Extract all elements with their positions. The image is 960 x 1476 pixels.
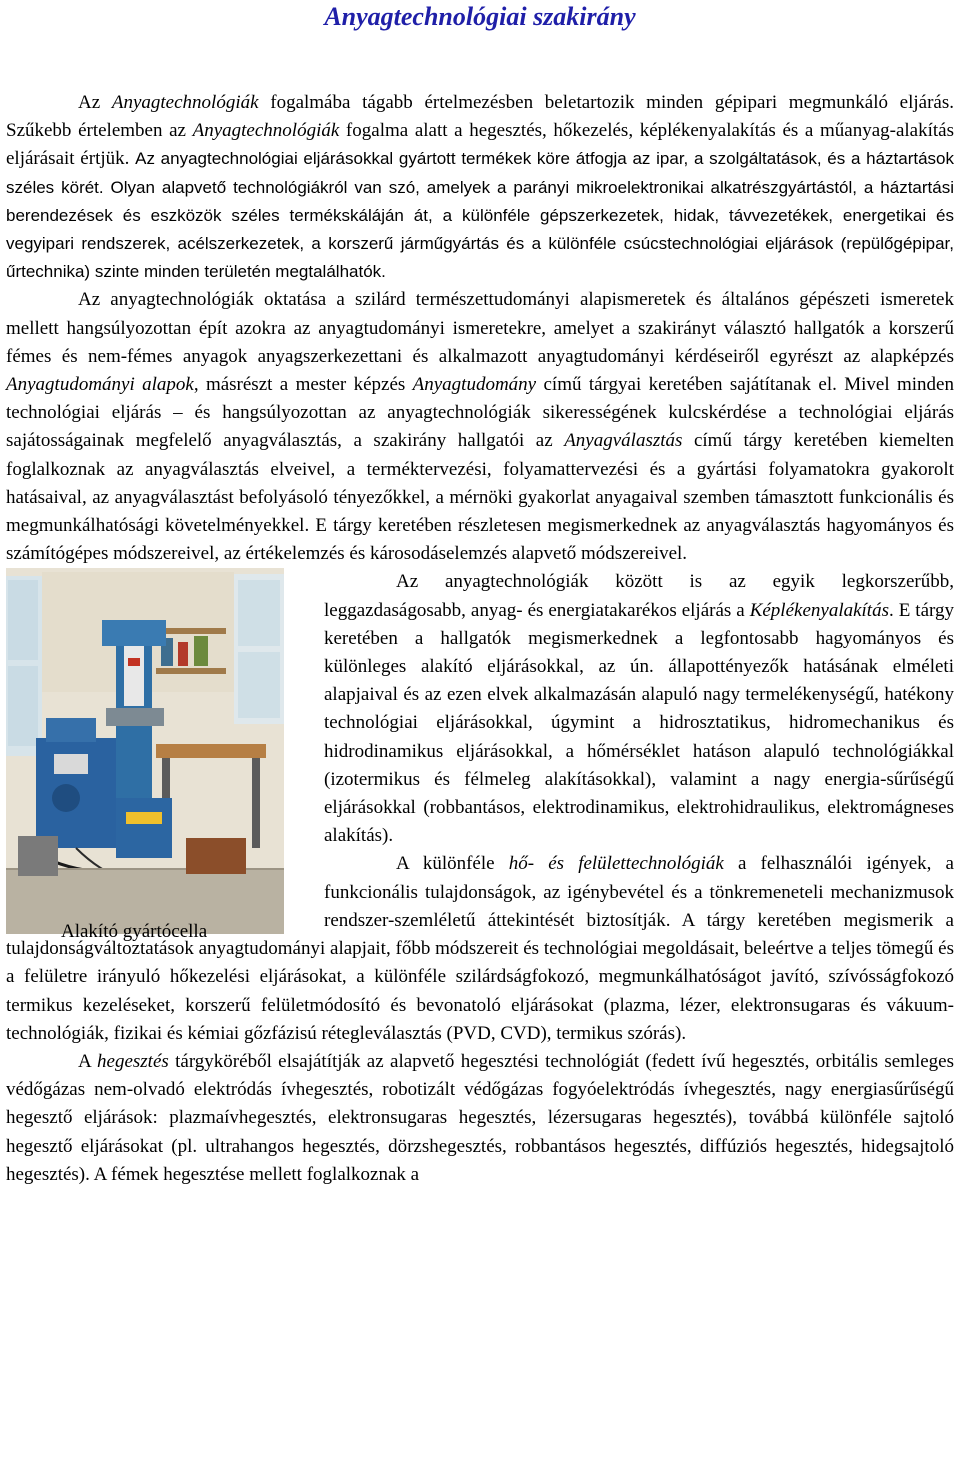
paragraph-welding xyxy=(6,1048,954,1189)
text-span: című tárgy keretében kiemelten foglalkoznak az anyagválasztás elveivel, a terméktervezési, folyamattervezési és a gyártási folyamatokra gyakorolt hatásaival, az anyagválasztást befolyásoló tényezőkkel, a mérnöki gyakorlat anyagaival szemben támasztott funkcionális és megmunkálhatósági követelményekkel. E tárgy keretében részletesen megismerkednek az anyagválasztás hagyományos és számítógépes módszereivel, az értékelemzés és károsodáselemzés alapvető módszereivel. xyxy=(6,430,954,565)
italic-term: Anyagtechnológiák xyxy=(192,120,340,142)
page-title: Anyagtechnológiai szakirány xyxy=(324,2,636,31)
text-span: fogalmába tágabb értelmezésben beletartozik minden gépipari megmunkáló eljárás. Szűkebb értelemben az xyxy=(6,92,955,142)
text-span: Az xyxy=(78,92,112,113)
text-span: fogalma alatt a hegesztés, hőkezelés, képlékenyalakítás és a műanyag-alakítás eljárásait értjük. xyxy=(6,120,954,170)
sans-text-span: Az anyagtechnológiai eljárásokkal gyártott termékek köre átfogja az ipar, a szolgáltatások, és a háztartások széles körét. Olyan alapvető technológiákról van szó, amelyek a parányi mikroelektronikai alkatrészgyártástól, a háztartási berendezések és eszközök széles termékskáláján át, a különféle gépszerkezetek, hidak, távvezetékek, energetikai és vegyipari rendszerek, acélszerkezetek, a korszerű járműgyártás és a különféle csúcstechnológiai eljárások (repülőgépipar, űrtechnika) szinte minden területén megtalálhatók. xyxy=(6,149,955,282)
forming-cell-photo xyxy=(6,568,284,934)
italic-term: Anyagtudomány xyxy=(412,374,537,396)
text-span: Az anyagtechnológiák között is az egyik legkorszerűbb, leggazdaságosabb, anyag- és energiatakarékos eljárás a xyxy=(324,571,954,621)
text-span: tárgyköréből elsajátítják az alapvető hegesztési technológiát (fedett ívű hegesztés, orbitális semleges védőgázas nem-olvadó elektródás ívhegesztés, robotizált védőgázas fogyóelektródás ívhegesztés, nagy energiasűrűségű hegesztő eljárások: plazmaívhegesztés, elektronsugaras hegesztés, lézersugaras hegesztés), továbbá különféle sajtoló hegesztő eljárásokat (pl. ultrahangos hegesztés, dörzshegesztés, robbantásos hegesztés, diffúziós hegesztés, hidegsajtoló hegesztés). A fémek hegesztése mellett foglalkoznak a xyxy=(6,1050,954,1185)
text-span: . E tárgy keretében a hallgatók megismerkednek a legfontosabb hagyományos és különleges alakító eljárásokkal, az ún. állapottényezők hatásának elméleti alapjaival és az ezen elvek alkalmazásán alapuló nagy termelékenységű, hatékony technológiai eljárásokkal, úgymint a hidrosztatikus, hidromechanikus és hidrodinamikus eljárásokkal, a hőmérséklet hatáson alapuló technológiákkal (izotermikus és félmeleg alakításokkal), valamint a nagy energia-sűrűségű eljárásokkal (robbantásos, elektrodinamikus, elektrohidraulikus, elektromágneses alakítás). xyxy=(324,599,954,847)
italic-term: hő- és felülettechnológiák xyxy=(508,853,724,875)
text-span: Az anyagtechnológiák oktatása a szilárd természettudományi alapismeretek és általános gépészeti ismeretek mellett hangsúlyozottan épít azokra az anyagtudományi ismeretekre, amelyet a szakirányt választó hallgatók a korszerű fémes és nem-fémes anyagok anyagszerkezettani és alkalmazott anyagtudományi kérdéseiről egyrészt az alapképzés xyxy=(6,289,954,367)
italic-term: Képlékenyalakítás xyxy=(749,599,889,621)
italic-term: Anyagtechnológiák xyxy=(111,92,259,113)
italic-term: Anyagválasztás xyxy=(564,430,683,452)
figure-caption: Alakító gyártócella xyxy=(61,921,208,943)
text-span: A xyxy=(78,1050,98,1072)
text-span: A különféle xyxy=(396,853,509,875)
italic-term: Anyagtudományi alapok xyxy=(6,374,194,396)
figure-forming-cell xyxy=(6,568,308,943)
text-span: című tárgyai keretében sajátítanak el. Mivel minden technológiai eljárás – és hangsúlyozottan az anyagtechnológiák sikerességének kulcskérdése a technológiai eljárás sajátosságainak megfelelő anyagválasztás, a szakirány hallgatói az xyxy=(6,374,954,452)
text-span: , másrészt a mester képzés xyxy=(193,374,413,396)
paragraph-intro xyxy=(6,89,954,286)
italic-term: hegesztés xyxy=(97,1050,169,1072)
document-page xyxy=(6,0,954,1476)
forming-cell-illustration xyxy=(6,568,284,934)
title-spacer xyxy=(6,45,954,89)
paragraph-education xyxy=(6,286,954,568)
text-span: a felhasználói igények, a funkcionális tulajdonságok, az igénybevétel és a tönkremeneteli mechanizmusok rendszer-szemléletű áttekintését biztosítják. A tárgy keretében megismerik a tulajdonságváltoztatások anyagtudományi alapjait, főbb módszereit és technológiai megoldásait, beleértve a teljes tömegű és a felületre irányuló hőkezelési eljárásokat, a különféle szilárdságfokozó, megmunkálhatóságot javító, szívósságfokozó termikus kezeléseket, korszerű felületmódosító és bevonatoló eljárásokat (plazma, lézer, elektronsugaras és vákuum-technológiák, fizikai és kémiai gőzfázisú rétegleválasztás (PVD, CVD), termikus szórás). xyxy=(6,853,954,1044)
